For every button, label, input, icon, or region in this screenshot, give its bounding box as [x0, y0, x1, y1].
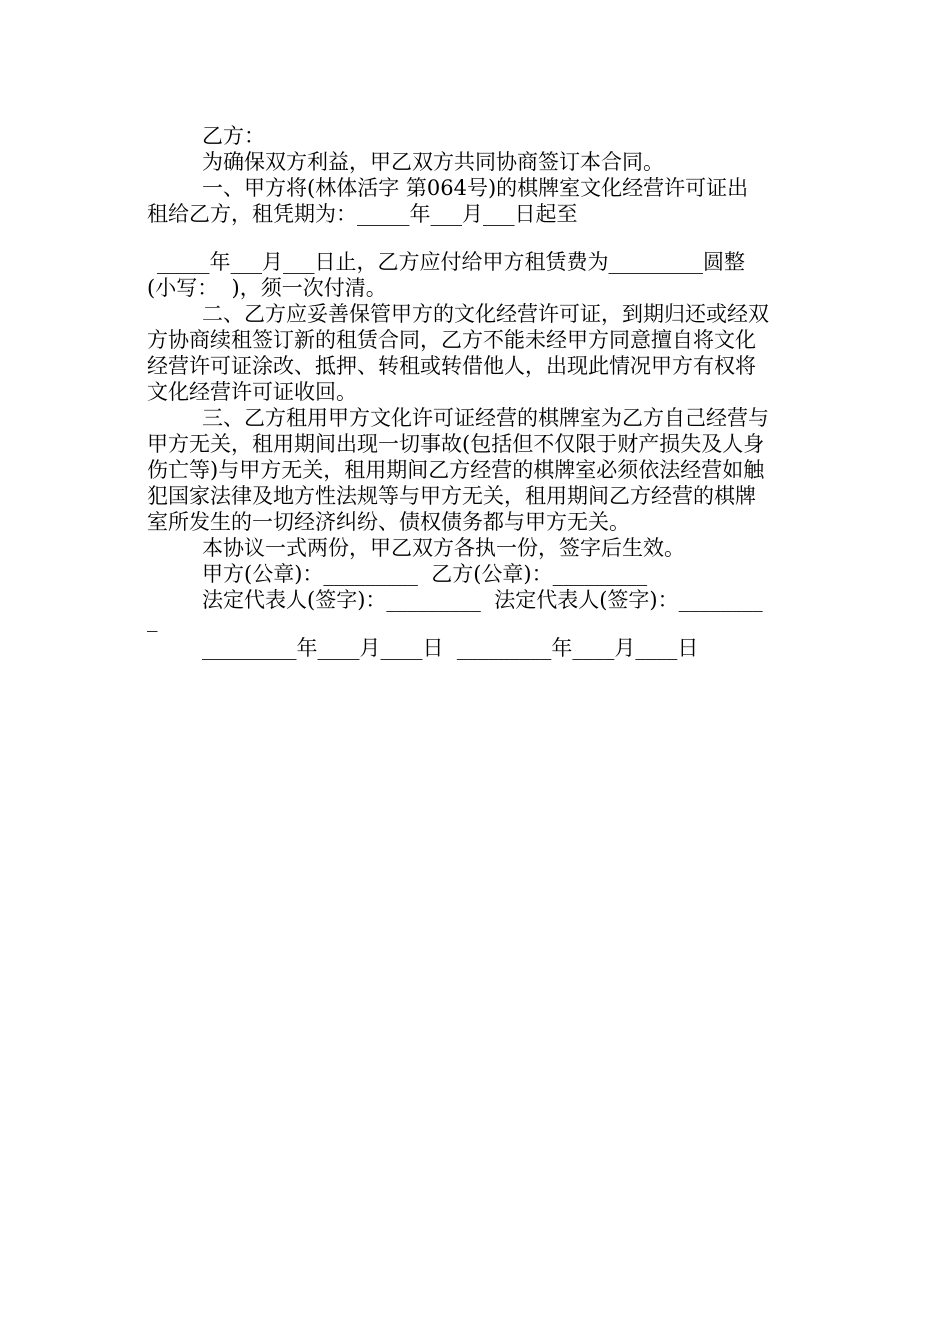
representatives-line: 法定代表人(签字)：_________ 法定代表人(签字)：________	[202, 588, 763, 612]
clause-3-line-4: 犯国家法律及地方性法规等与甲方无关，租用期间乙方经营的棋牌	[147, 484, 756, 508]
clause-3-line-3: 伤亡等)与甲方无关，租用期间乙方经营的棋牌室必须依法经营如触	[147, 458, 765, 482]
dates-line: _________年____月____日 _________年____月____日	[202, 636, 699, 660]
clause-2-line-1: 二、乙方应妥善保管甲方的文化经营许可证，到期归还或经双	[202, 302, 769, 326]
clause-2-line-3: 经营许可证涂改、抵押、转租或转借他人，出现此情况甲方有权将	[147, 354, 756, 378]
intro-paragraph: 为确保双方利益，甲乙双方共同协商签订本合同。	[202, 150, 664, 174]
clause-2-line-2: 方协商续租签订新的租赁合同，乙方不能未经甲方同意擅自将文化	[147, 328, 756, 352]
clause-1-line-3: _____年___月___日止，乙方应付给甲方租赁费为_________圆整	[157, 250, 745, 274]
clause-1-line-1: 一、甲方将(林体活字 第064号)的棋牌室文化经营许可证出	[202, 176, 749, 200]
seals-line: 甲方(公章)：_________ 乙方(公章)：_________	[202, 562, 648, 586]
clause-3-line-1: 三、乙方租用甲方文化许可证经营的棋牌室为乙方自己经营与	[202, 406, 769, 430]
clause-3-line-2: 甲方无关，租用期间出现一切事故(包括但不仅限于财产损失及人身	[147, 432, 765, 456]
representatives-overflow: _	[147, 608, 158, 632]
clause-2-line-4: 文化经营许可证收回。	[147, 380, 357, 404]
copies-statement: 本协议一式两份，甲乙双方各执一份，签字后生效。	[202, 536, 685, 560]
clause-1-line-4: (小写： )，须一次付清。	[147, 276, 387, 300]
party-b-label: 乙方：	[202, 124, 265, 148]
clause-1-line-2: 租给乙方，租凭期为：_____年___月___日起至	[147, 202, 578, 226]
clause-3-line-5: 室所发生的一切经济纠纷、债权债务都与甲方无关。	[147, 510, 630, 534]
